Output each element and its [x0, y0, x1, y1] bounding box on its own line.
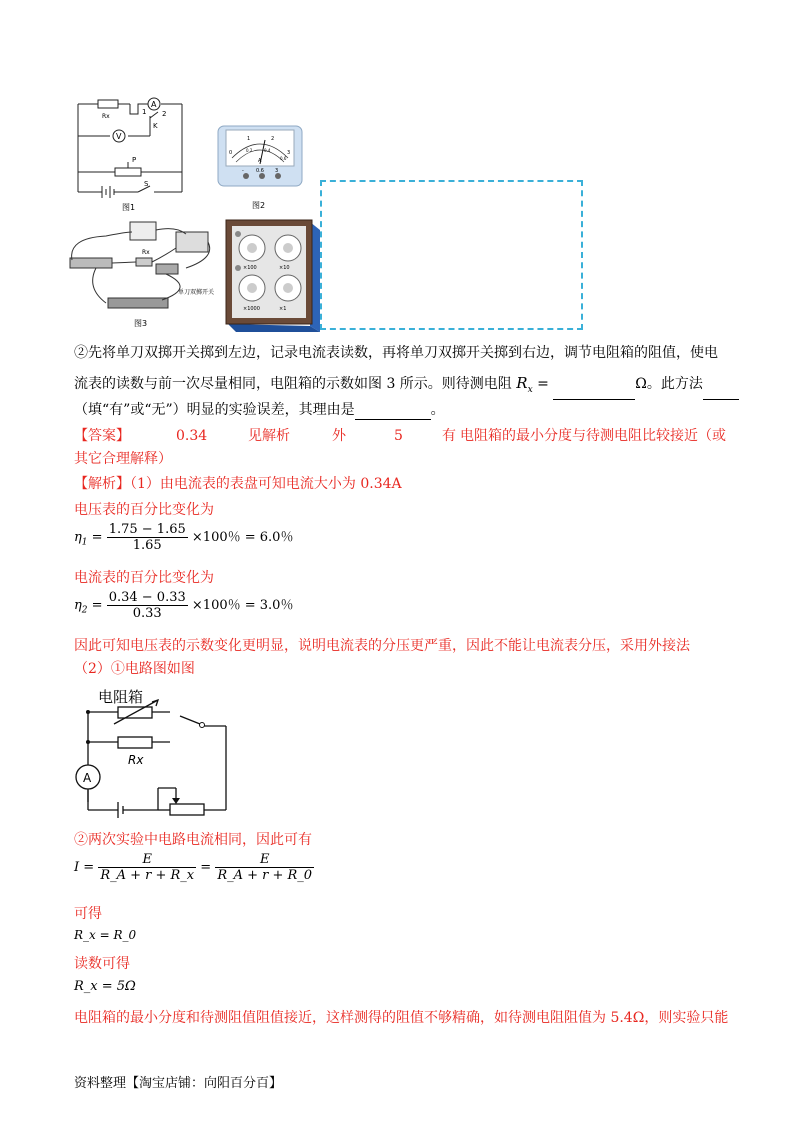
answer-value-2: 见解析: [248, 428, 290, 444]
question-line-1: ②先将单刀双掷开关掷到左边，记录电流表读数，再将单刀双掷开关掷到右边，调节电阻箱的阻值，使电: [74, 345, 718, 361]
fig1-pos2: 2: [162, 110, 167, 118]
eta1-equation: $\eta_1$ = $\frac{1.75 - 1.65}{1.65}$ ×100％ = 6.0％: [74, 522, 294, 553]
analysis-part1: （1）由电流表的表盘可知电流大小为 0.34A: [130, 476, 402, 492]
answer-value-1: 0.34: [176, 428, 208, 444]
equals-sign: =: [532, 376, 554, 392]
answer-line-2: 其它合理解释）: [74, 451, 172, 467]
question-line-2-text: 流表的读数与前一次尽量相同，电阻箱的示数如图 3 所示。则待测电阻: [74, 376, 512, 392]
answer-blank-1: [553, 399, 635, 400]
answer-blank-3: [355, 419, 431, 420]
gives-text: 可得: [74, 906, 102, 922]
fig2-t0: 0: [229, 150, 233, 156]
fig2-term-neg: -: [242, 168, 244, 174]
dial-label-3: ×1000: [243, 306, 260, 312]
volt-title: 电压表的百分比变化为: [74, 502, 214, 518]
answer-line-1: [74, 426, 734, 446]
answer-label: 【答案】: [74, 428, 130, 444]
fig2-term-3: 3: [275, 168, 279, 174]
question-line-2: [74, 373, 739, 400]
ohm-unit: Ω: [635, 376, 647, 392]
fig1-k-label: K: [153, 122, 158, 130]
answer-value-6: 电阻箱的最小分度与待测电阻比较接近（或: [460, 428, 726, 444]
question-line-3: [74, 400, 445, 420]
fig3-switch-note: 单刀双掷开关: [178, 289, 215, 296]
fig1-pos1: 1: [142, 108, 147, 116]
fig1-s-label: S: [144, 180, 149, 188]
fig2-caption: 图2: [252, 201, 266, 210]
resistance-box: [222, 216, 320, 332]
eta2-equation: $\eta_2$ = $\frac{0.34 - 0.33}{0.33}$ ×100％ = 3.0％: [74, 590, 294, 621]
same-current-text: ②两次实验中电路电流相同，因此可有: [74, 832, 312, 848]
fig2-t02: 0.2: [246, 148, 253, 153]
figure-2-ammeter: [216, 124, 306, 214]
dial-label-4: ×1: [279, 306, 287, 312]
fig1-voltmeter-label: V: [116, 132, 122, 141]
conclusion-text: 因此可知电压表的示数变化更明显，说明电流表的分压更严重，因此不能让电流表分压，采用外接法: [74, 638, 690, 654]
dial-label-1: ×100: [243, 265, 257, 271]
fig3-rx-label: Rx: [142, 249, 150, 256]
answer-value-4: 5: [394, 428, 403, 444]
analysis-line-1: [74, 474, 402, 494]
fig1-ammeter-label: A: [151, 100, 157, 109]
current-equation: I = $\frac{E}{R\_A + r + R\_x}$ = $\frac{E}{R\_A + r + R\_0}$: [74, 852, 313, 883]
analysis-label: 【解析】: [74, 476, 130, 492]
answer-value-5: 有: [442, 428, 456, 444]
page-footer: 资料整理【淘宝店铺：向阳百分百】: [74, 1076, 283, 1091]
fig2-term-06: 0.6: [256, 168, 264, 174]
part2-text: （2）①电路图如图: [74, 661, 195, 677]
fig2-unit: A: [258, 158, 262, 164]
rx-value: R_x = 5Ω: [74, 979, 136, 994]
reading-text: 读数可得: [74, 956, 130, 972]
fig1-caption: 图1: [122, 203, 136, 212]
rx-equals-r0: R_x = R_0: [74, 928, 137, 942]
circuit-box-label: 电阻箱: [98, 688, 144, 706]
figure-3-apparatus: [66, 218, 226, 332]
rx-symbol: $R_x$: [516, 374, 533, 395]
fig2-t06: 0.6: [280, 156, 287, 161]
dial-label-2: ×10: [279, 265, 290, 271]
figure-1-circuit: [70, 92, 195, 214]
analysis-last-line: 电阻箱的最小分度和待测阻值阻值接近，这样测得的阻值不够精确，如待测电阻阻值为 5.4Ω，则实验只能: [74, 1010, 729, 1026]
question-line-3-text: （填“有”或“无”）明显的实验误差，其理由是: [74, 402, 355, 418]
circuit-rx-label: Rx: [128, 753, 144, 767]
fig1-p-label: P: [132, 156, 137, 164]
answer-blank-2: [703, 399, 739, 400]
answer-circuit-diagram: [70, 682, 240, 822]
curr-title: 电流表的百分比变化为: [74, 570, 214, 586]
fig2-t3: 3: [287, 150, 291, 156]
circuit-ammeter-label: A: [83, 771, 92, 785]
period: 。: [430, 402, 445, 418]
dashed-placeholder-box: [320, 180, 583, 330]
answer-value-3: 外: [332, 428, 346, 444]
fig1-rx-label: Rx: [102, 113, 110, 120]
fig2-t2: 2: [271, 136, 275, 142]
fig3-caption: 图3: [134, 319, 148, 328]
fig2-t1: 1: [247, 136, 251, 142]
fig2-t04: 0.4: [264, 148, 271, 153]
question-method-text: 。此方法: [646, 376, 703, 392]
